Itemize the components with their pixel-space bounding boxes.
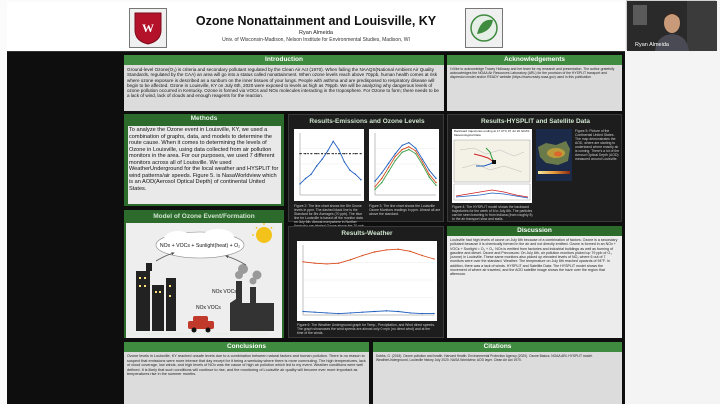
ozone-levels-svg [294, 129, 364, 201]
ozone-chart-point [316, 165, 317, 166]
monitor-chart-point [422, 164, 423, 165]
monitor-chart-point [374, 186, 375, 187]
weather-chart-point [398, 311, 399, 312]
weather-chart-point [314, 312, 315, 313]
monitor-chart-point [429, 170, 430, 171]
monitor-chart-point [415, 147, 416, 148]
monitor-chart-point [395, 153, 396, 154]
citations-section [373, 342, 622, 404]
weather-chart-point [374, 311, 375, 312]
emissions-caption-left: Figure 2: The line chart shows the 8hr Ozone levels in ppm. The dashed black line is the Standard for 8hr Averages (70 ppb). The blue line for Louisville is based off the monitor data on July 6th. Almost everywhere in Norther [294, 204, 363, 224]
conclusions-section [124, 342, 369, 404]
monitor-chart-point [435, 178, 436, 179]
weather-chart-point [350, 312, 351, 313]
ozone-chart-point [338, 153, 339, 154]
ozone-chart-point [321, 158, 322, 159]
monitor-chart-point [415, 153, 416, 154]
aod-satellite-image [536, 129, 572, 181]
weather-chart-point [302, 261, 303, 262]
ozone-chart-point [321, 153, 322, 154]
institute-logo [465, 8, 503, 48]
introduction-heading: Introduction [124, 55, 444, 65]
ozone-chart-point [310, 174, 311, 175]
weather-chart-point [338, 313, 339, 314]
ozone-chart-point [310, 153, 311, 154]
monitor-chart-point [381, 172, 382, 173]
discussion-text: Louisville had high levels of ozone on July 6th because of a combination of factors. Ozone is a secondary pollutant because it is chemically formed in the air and not directly emitted. Ozone is formed in an NOx + VOCs + Sunlight = O₃ + O₂. NOx is emitted from factories and industrial buildings as well as burning of gasoline and diesel. Ozone and Precursors: On July 6th, air pollution monitors picked up 79 ppb of O₃ (ozone) in Louisville. These same monitors also picked up elevated levels of NO₂ where 6 out of 7 monitors were over the standard. Weather: The temperature on July 6th reached upwards of 94°F. In addition, there was a lack of winds. HYSPLIT and Satellite Data: The HYSPLIT model shows the movement of where air traveled, and the AOD satellite image shows the haze over the region that afternoon. [450, 238, 618, 277]
weather-chart-point [421, 255, 422, 256]
ozone-chart-point [349, 170, 350, 171]
citations-text: Dobbs, G. (2015). Ozone pollution and health. Harvard Health. Environmental Protection Agency (2020). Ozone Basics. NOAA ARL HYSPLIT model. WeatherUnderground, Louisville history July 2020. NASA Worldview, AOD layer. Clean Air Act 1970. [376, 354, 593, 362]
leaf-icon [467, 10, 501, 46]
monitor-readings-svg [369, 129, 439, 201]
ozone-chart-point [299, 183, 300, 184]
monitor-chart-point [381, 182, 382, 183]
monitor-chart-point [388, 171, 389, 172]
nox-voc-label-2: NOx VOCs [196, 305, 221, 311]
weather-chart-point [398, 249, 399, 250]
shared-poster [7, 2, 625, 404]
monitor-chart-point [395, 156, 396, 157]
hysplit-map [452, 129, 532, 203]
ozone-chart-point [305, 153, 306, 154]
monitor-chart-point [408, 146, 409, 147]
conclusions-heading: Conclusions [124, 342, 369, 352]
poster-header [7, 2, 625, 52]
participants-sidebar [625, 0, 720, 404]
model-heading: Model of Ozone Event/Formation [153, 213, 255, 220]
introduction-section [124, 55, 444, 111]
ozone-formation-diagram [126, 223, 282, 338]
poster-title: Ozone Nonattainment and Louisville, KY [195, 14, 437, 28]
monitor-chart-point [435, 185, 436, 186]
monitor-chart-point [401, 145, 402, 146]
model-caption: Figure 1: Demonstration of where and how VOCs and NOx together form ground-level Ozone. [127, 332, 268, 336]
model-section [124, 210, 284, 338]
results-weather-section [288, 226, 444, 338]
hysplit-map-title: Backward trajectories ending at 17 UTC 07 Jul 20 GDAS Meteorological Data [454, 129, 530, 137]
ozone-chart-series-0 [300, 141, 361, 184]
weather-chart-point [433, 313, 434, 314]
weather-chart-point [362, 255, 363, 256]
monitor-chart-point [435, 182, 436, 183]
weather-chart-point [314, 263, 315, 264]
weather-chart-series-1 [303, 311, 434, 314]
weather-chart-point [362, 312, 363, 313]
weather-chart [297, 241, 437, 321]
monitor-chart-point [422, 158, 423, 159]
weather-caption: Figure 6: The Weather Underground graph for Temp., Precipitation, and Wind direct speeds. The graph showcases the wind speeds are almost only 0 mph (no direct wind) and at the time of the winds. [297, 323, 435, 335]
monitor-chart-point [388, 167, 389, 168]
ozone-chart-point [355, 153, 356, 154]
weather-chart-point [350, 259, 351, 260]
ozone-chart-point [349, 153, 350, 154]
discussion-heading: Discussion [447, 226, 622, 236]
ozone-chart-point [327, 153, 328, 154]
weather-chart-point [421, 313, 422, 314]
poster-author: Ryan Almeida [299, 30, 333, 36]
emissions-caption-right: Figure 3: The line chart shows the Louisville Ozone Monitors readings in ppm. Almost all are above the standard. [369, 204, 441, 216]
weather-chart-point [386, 249, 387, 250]
participant-name: Ryan Almeida [635, 42, 669, 48]
ozone-chart-point [327, 150, 328, 151]
weather-chart-point [409, 251, 410, 252]
monitor-chart-point [429, 174, 430, 175]
nox-voc-label-1: NOx VOCs [212, 289, 237, 295]
aod-map-svg [536, 129, 572, 181]
weather-chart-point [374, 251, 375, 252]
ozone-chart-point [333, 153, 334, 154]
ozone-chart-point [360, 179, 361, 180]
monitor-chart-point [408, 149, 409, 150]
hysplit-caption-right: Figure 5: Picture of the Continental United States. The map demonstrates the AOD, where are starting to understand where exactly air is coming. There's a lot of the Aerosol Optical Depth (AOD) measured around Louisville. [575, 129, 620, 161]
ozone-chart-point [316, 153, 317, 154]
monitor-chart-point [422, 161, 423, 162]
weather-chart-point [338, 263, 339, 264]
ozone-chart-point [333, 141, 334, 142]
formation-equation: NOx + VOCs + Sunlight(heat) + O₂ [159, 243, 241, 249]
weather-chart-point [433, 258, 434, 259]
methods-text: To analyze the Ozone event in Louisville, KY, we used a combination of graphs, data, and models to determine the route cause. When it comes to determining the levels of Ozone in Louisville, using data collected from air pollution monitors in the area. For our purposes, we used 7 different monitors across all of Louisville. We used WeatherUnderground for the local weather and HYSPLIT for wind patterns/air speeds. Figure 5. is NasaWorldview which is an AOD(Aerosol Optical Depth) of continental United States. [128, 126, 281, 204]
monitor-chart-point [401, 152, 402, 153]
monitor-chart-point [401, 149, 402, 150]
results-emissions-section [288, 114, 444, 222]
monitor-chart-point [374, 181, 375, 182]
acknowledgements-text: I'd like to acknowledge Tracey Holloway and her team for my research and presentation. The author gratefully acknowledges the NOAA Air Resources Laboratory (ARL) for the provision of the HYSPLIT transport and dispersion model and/or READY website (https://www.ready.noaa.gov) used in this publication [450, 67, 615, 79]
weather-chart-point [386, 310, 387, 311]
svg-text:W: W [142, 21, 154, 35]
monitor-chart-point [374, 189, 375, 190]
ozone-chart-point [305, 178, 306, 179]
monitor-chart-point [415, 150, 416, 151]
methods-heading: Methods [124, 114, 284, 124]
results-hysplit-section [447, 114, 622, 222]
acknowledgements-heading: Acknowledgements [447, 55, 622, 65]
weather-chart-point [326, 312, 327, 313]
introduction-text: Ground-level Ozone(O₃) is criteria and secondary pollutant regulated by the Clean Air Act (1970). When failing the NAAQS(National Ambient Air Quality Standards, regulated by the CAA) an area will go into a status called nonattainment. When ozone levels reach above 70ppb, human health comes at risk where ozone exposure is described as a sunburn on the inner tissues of your lungs. People with asthma and are predisposed to respiratory disease will begin to be affected. Ozone in Louisville, KY on July 6th, 2020 were exposed to levels as high as 79ppb. We will be analyzing why dangerous levels of ozone pollution occurred in Kentucky. Ozone is formed via VOCs and NOx molecules interacting in the troposphere. For Ozone to form; there needs to be a lack of wind, lack of clouds and enough reagents for the reaction. [127, 67, 439, 99]
results-weather-heading: Results-Weather [341, 230, 393, 237]
ozone-chart-point [338, 149, 339, 150]
results-hysplit-heading: Results-HYSPLIT and Satellite Data [480, 118, 591, 125]
results-emissions-heading: Results-Emissions and Ozone Levels [309, 118, 425, 125]
monitor-chart-point [388, 163, 389, 164]
acknowledgements-section [447, 55, 622, 111]
ozone-chart-point [360, 153, 361, 154]
discussion-section [447, 226, 622, 338]
weather-chart-point [302, 311, 303, 312]
ozone-levels-chart [294, 129, 364, 201]
citations-heading: Citations [373, 342, 622, 352]
ozone-chart-point [344, 161, 345, 162]
weather-chart-point [409, 312, 410, 313]
weather-chart-series-0 [303, 249, 434, 264]
hysplit-caption-left: Figure 4: The HYSPLIT model shows the backward trajectories for the week of 6 to July 6th. The particles can be seen traveling in from Indiana (from roughly 8) to the air transport slow and stalls. [452, 205, 533, 221]
weather-svg [297, 241, 437, 321]
monitor-readings-chart [369, 129, 439, 201]
weather-chart-point [326, 263, 327, 264]
ozone-chart-point [299, 153, 300, 154]
hysplit-trajectory-svg [454, 140, 530, 201]
poster-affiliation: Univ. of Wisconsin-Madison, Nelson Institute for Environmental Studies, Madison, WI [222, 37, 410, 43]
monitor-chart-point [408, 142, 409, 143]
monitor-chart-point [381, 178, 382, 179]
monitor-chart-point [395, 160, 396, 161]
ozone-chart-point [344, 153, 345, 154]
participant-video-tile[interactable] [626, 0, 716, 50]
monitor-chart-point [429, 176, 430, 177]
methods-section [124, 114, 284, 206]
ozone-chart-point [355, 174, 356, 175]
conclusions-text: Ozone levels in Louisville, KY reached unsafe levels due to a combination between natural factors and human pollution. There is no reason to suspect that emissions were more intense that day except for it being a weekday where there is more commuting. The high temperatures, lack of cloud coverage, low winds, and high levels of NOx was the cause of high air pollution which led to my event. Weather conditions were well defined. It is likely that such conditions will continue to rise, and the monitoring of Louisville air quality will become ever more important as temperatures rise in the summer months. [127, 354, 366, 376]
